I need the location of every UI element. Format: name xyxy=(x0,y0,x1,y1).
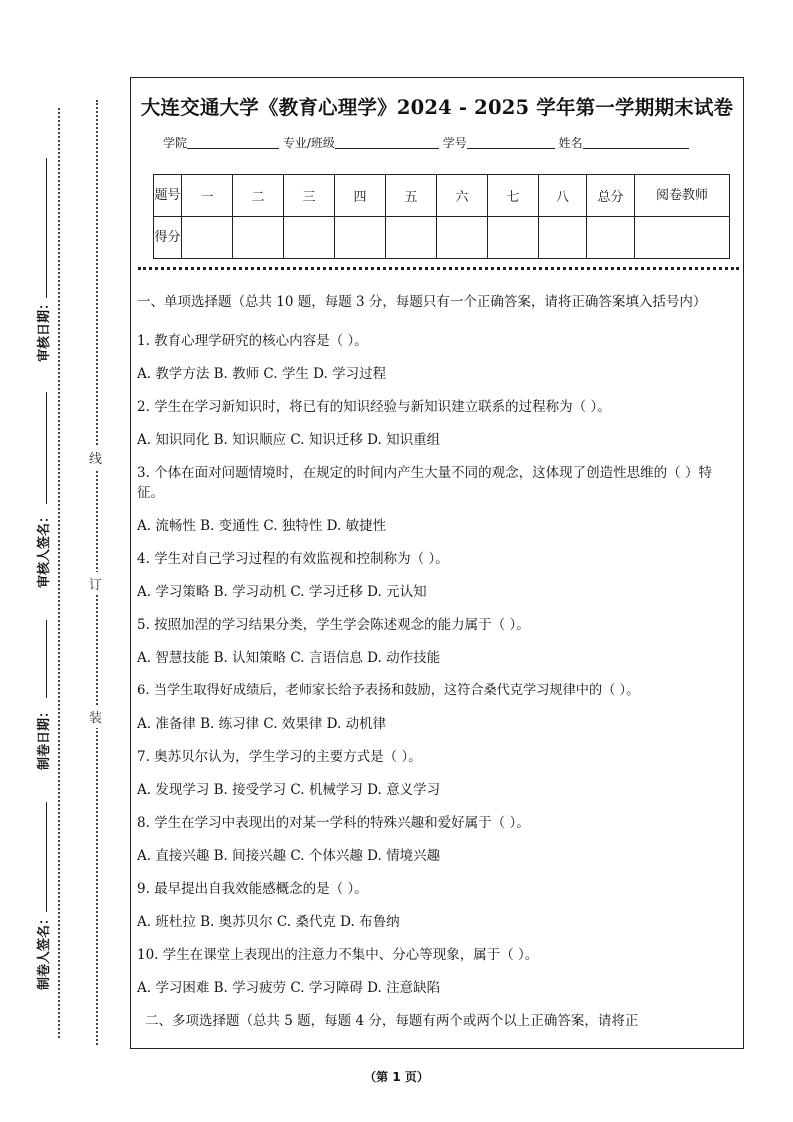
question-1: 1. 教育心理学研究的核心内容是（ ）。 xyxy=(137,333,368,349)
question-10: 10. 学生在课堂上表现出的注意力不集中、分心等现象，属于（ ）。 xyxy=(137,947,539,963)
grader-cell[interactable] xyxy=(635,217,730,259)
exam-paper xyxy=(130,77,744,1049)
question-5-options: A. 智慧技能 B. 认知策略 C. 言语信息 D. 动作技能 xyxy=(137,650,441,666)
score-col-4: 四 xyxy=(335,175,386,217)
score-table xyxy=(153,174,730,259)
question-3-options: A. 流畅性 B. 变通性 C. 独特性 D. 敏捷性 xyxy=(137,518,387,534)
question-2: 2. 学生在学习新知识时，将已有的知识经验与新知识建立联系的过程称为（ ）。 xyxy=(137,399,611,415)
college-label: 学院 xyxy=(163,136,188,150)
score-col-1: 一 xyxy=(182,175,233,217)
score-col-5: 五 xyxy=(386,175,437,217)
score-col-8: 八 xyxy=(539,175,587,217)
binding-mark-bind: 订 xyxy=(89,572,102,595)
question-4-options: A. 学习策略 B. 学习动机 C. 学习迁移 D. 元认知 xyxy=(137,584,427,600)
score-col-6: 六 xyxy=(437,175,488,217)
question-10-options: A. 学习困难 B. 学习疲劳 C. 学习障碍 D. 注意缺陷 xyxy=(137,980,441,996)
dotted-separator xyxy=(138,267,739,270)
signature-line-compiler[interactable] xyxy=(46,802,47,912)
score-cell[interactable] xyxy=(539,217,587,259)
question-2-options: A. 知识同化 B. 知识顺应 C. 知识迁移 D. 知识重组 xyxy=(137,432,441,448)
question-9: 9. 最早提出自我效能感概念的是（ ）。 xyxy=(137,881,368,897)
question-3: 3. 个体在面对问题情境时，在规定的时间内产生大量不同的观念，这体现了创造性思维的（ ）特征。 xyxy=(137,465,712,501)
question-8: 8. 学生在学习中表现出的对某一学科的特殊兴趣和爱好属于（ ）。 xyxy=(137,815,530,831)
review-date-label: 审核日期： xyxy=(37,296,52,362)
question-6: 6. 当学生取得好成绩后，老师家长给予表扬和鼓励，这符合桑代克学习规律中的（ ）。 xyxy=(137,683,640,698)
score-row-header: 得分 xyxy=(154,217,182,259)
score-cell[interactable] xyxy=(335,217,386,259)
compiler-signature-label: 制卷人签名： xyxy=(37,911,52,990)
score-col-total: 总分 xyxy=(587,175,635,217)
score-cell[interactable] xyxy=(437,217,488,259)
binding-dotted-line-outer xyxy=(58,108,60,1038)
exam-content xyxy=(137,292,737,1031)
score-cell[interactable] xyxy=(386,217,437,259)
question-7: 7. 奥苏贝尔认为，学生学习的主要方式是（ ）。 xyxy=(137,749,422,765)
binding-mark-install: 装 xyxy=(89,705,102,728)
major-class-field[interactable] xyxy=(335,136,439,149)
binding-mark-line: 线 xyxy=(89,446,102,469)
signature-line-reviewer[interactable] xyxy=(46,392,47,504)
question-9-options: A. 班杜拉 B. 奥苏贝尔 C. 桑代克 D. 布鲁纳 xyxy=(137,914,400,930)
signature-line-review-date[interactable] xyxy=(46,158,47,298)
score-col-7: 七 xyxy=(488,175,539,217)
page-number: （第 1 页） xyxy=(364,1070,429,1084)
student-id-label: 学号 xyxy=(442,136,467,150)
section1-header: 一、单项选择题（总共 10 题，每题 3 分，每题只有一个正确答案，请将正确答案填入括号内） xyxy=(137,294,707,310)
question-8-options: A. 直接兴趣 B. 间接兴趣 C. 个体兴趣 D. 情境兴趣 xyxy=(137,848,441,864)
question-6-options: A. 准备律 B. 练习律 C. 效果律 D. 动机律 xyxy=(137,716,387,732)
score-cell-total[interactable] xyxy=(587,217,635,259)
signature-line-compile-date[interactable] xyxy=(46,620,47,698)
student-info-row xyxy=(163,134,689,151)
student-id-field[interactable] xyxy=(467,136,555,149)
question-1-options: A. 教学方法 B. 教师 C. 学生 D. 学习过程 xyxy=(137,366,387,382)
exam-title: 大连交通大学《教育心理学》2024 - 2025 学年第一学期期末试卷 xyxy=(140,96,734,119)
question-number-header: 题号 xyxy=(154,175,182,217)
grader-header: 阅卷教师 xyxy=(635,175,730,217)
section2-header: 二、多项选择题（总共 5 题，每题 4 分，每题有两个或两个以上正确答案，请将正 xyxy=(145,1013,639,1029)
reviewer-signature-label: 审核人签名： xyxy=(37,509,52,588)
name-label: 姓名 xyxy=(558,136,583,150)
score-cell[interactable] xyxy=(233,217,284,259)
score-col-2: 二 xyxy=(233,175,284,217)
score-col-3: 三 xyxy=(284,175,335,217)
name-field[interactable] xyxy=(583,136,689,149)
score-cell[interactable] xyxy=(182,217,233,259)
major-class-label: 专业/班级 xyxy=(282,136,335,150)
question-7-options: A. 发现学习 B. 接受学习 C. 机械学习 D. 意义学习 xyxy=(137,782,441,798)
score-cell[interactable] xyxy=(488,217,539,259)
college-field[interactable] xyxy=(187,136,279,149)
question-4: 4. 学生对自己学习过程的有效监视和控制称为（ ）。 xyxy=(137,551,449,567)
compile-date-label: 制卷日期： xyxy=(37,704,52,770)
question-5: 5. 按照加涅的学习结果分类，学生学会陈述观念的能力属于（ ）。 xyxy=(137,617,530,633)
score-cell[interactable] xyxy=(284,217,335,259)
